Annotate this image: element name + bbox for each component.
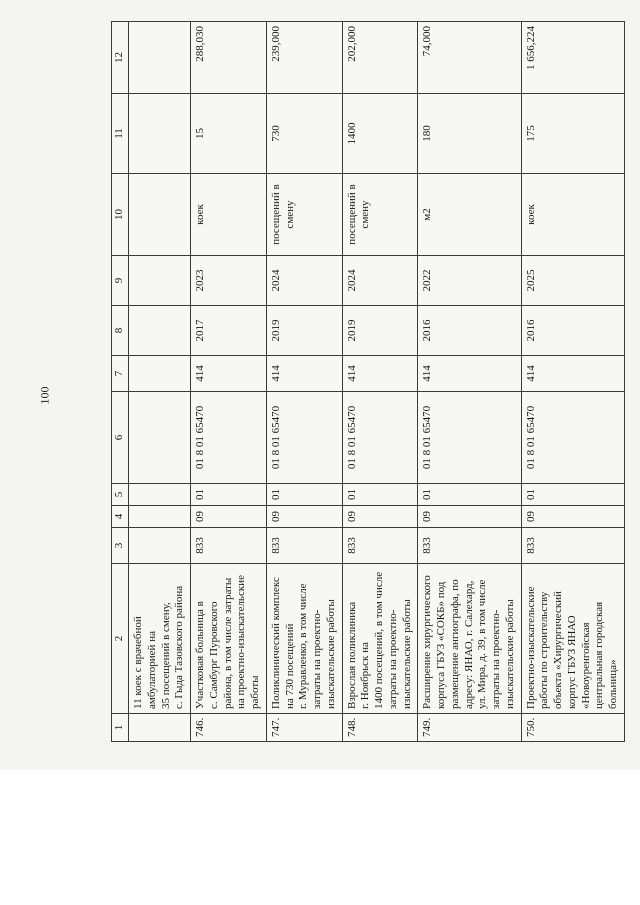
- cell-col12: 239,000: [266, 22, 342, 94]
- cell-col10: коек: [521, 174, 624, 256]
- cell-col6: 01 8 01 65470: [266, 392, 342, 484]
- table-row-continuation: [129, 22, 191, 742]
- cell-col9: 2025: [521, 256, 624, 306]
- cell-col12: 1 656,224: [521, 22, 624, 94]
- cell-object-name: Проектно-изыскательские работы по строительству объекта «Хирургический корпус ГБУЗ ЯНАО «Новоуренгойская центральная городская больница»: [521, 564, 624, 714]
- table-row: [521, 22, 624, 742]
- cell-number: 746.: [191, 714, 267, 742]
- cell-col10: посещений в смену: [342, 174, 418, 256]
- cell-col3: 833: [418, 528, 521, 564]
- cell-col4: 09: [342, 506, 418, 528]
- cell-col10: коек: [191, 174, 267, 256]
- cell-col4: 09: [521, 506, 624, 528]
- header-cell: 6: [112, 392, 129, 484]
- cell-col7: 414: [266, 356, 342, 392]
- cell-number: 748.: [342, 714, 418, 742]
- cell-col12: 74,000: [418, 22, 521, 94]
- cell-object-name: 11 коек с врачебной амбулаторией на 35 посещений в смену, с. Гыда Тазовского района: [129, 564, 191, 714]
- cell-col5: 01: [418, 484, 521, 506]
- cell-col11: 15: [191, 94, 267, 174]
- cell-col11: 1400: [342, 94, 418, 174]
- cell-col4: 09: [266, 506, 342, 528]
- cell-col8: 2019: [342, 306, 418, 356]
- cell-number: 747.: [266, 714, 342, 742]
- cell-col6: 01 8 01 65470: [418, 392, 521, 484]
- header-cell: 3: [112, 528, 129, 564]
- cell-col9: 2024: [342, 256, 418, 306]
- cell-col6: 01 8 01 65470: [191, 392, 267, 484]
- cell-col4: [129, 506, 191, 528]
- cell-object-name: Поликлинический комплекс на 730 посещений г. Муравленко, в том числе затраты на проектно- изыскательские работы: [266, 564, 342, 714]
- header-cell: 8: [112, 306, 129, 356]
- table-row: [342, 22, 418, 742]
- cell-col7: 414: [342, 356, 418, 392]
- table-row: [191, 22, 267, 742]
- cell-col9: 2024: [266, 256, 342, 306]
- header-cell: 5: [112, 484, 129, 506]
- header-cell: 2: [112, 564, 129, 714]
- cell-number: [129, 714, 191, 742]
- header-cell: 10: [112, 174, 129, 256]
- cell-col3: 833: [191, 528, 267, 564]
- objects-table: [111, 21, 625, 742]
- cell-col10: [129, 174, 191, 256]
- cell-col8: 2016: [521, 306, 624, 356]
- cell-col12: 202,000: [342, 22, 418, 94]
- cell-col8: 2019: [266, 306, 342, 356]
- cell-object-name: Участковая больница в с. Самбург Пуровского района, в том числе затраты на проектно-изыскательские работы: [191, 564, 267, 714]
- cell-number: 750.: [521, 714, 624, 742]
- header-cell: 1: [112, 714, 129, 742]
- cell-col5: 01: [521, 484, 624, 506]
- page-number: 100: [37, 386, 52, 404]
- header-cell: 9: [112, 256, 129, 306]
- cell-col4: 09: [191, 506, 267, 528]
- cell-col7: [129, 356, 191, 392]
- cell-col3: 833: [266, 528, 342, 564]
- cell-col9: 2023: [191, 256, 267, 306]
- cell-col7: 414: [521, 356, 624, 392]
- cell-col11: [129, 94, 191, 174]
- cell-col5: 01: [266, 484, 342, 506]
- header-cell: 11: [112, 94, 129, 174]
- cell-col4: 09: [418, 506, 521, 528]
- cell-col9: [129, 256, 191, 306]
- header-cell: 4: [112, 506, 129, 528]
- cell-col8: 2016: [418, 306, 521, 356]
- cell-col6: [129, 392, 191, 484]
- cell-col5: 01: [342, 484, 418, 506]
- cell-col10: м2: [418, 174, 521, 256]
- cell-col11: 175: [521, 94, 624, 174]
- cell-col6: 01 8 01 65470: [342, 392, 418, 484]
- cell-number: 749.: [418, 714, 521, 742]
- header-row: [112, 22, 129, 742]
- cell-col5: 01: [191, 484, 267, 506]
- cell-col12: 288,030: [191, 22, 267, 94]
- table-container: [111, 22, 619, 742]
- table-row: [266, 22, 342, 742]
- cell-object-name: Расширение хирургического корпуса ГБУЗ «СОКБ» под размещение ангиографа, по адресу: ЯНАО, г. Салехард, ул. Мира, д. 39, в том числе затраты на проектно- изыскательские работы: [418, 564, 521, 714]
- cell-col9: 2022: [418, 256, 521, 306]
- cell-object-name: Взрослая поликлиника г. Ноябрьск на 1400 посещений, в том числе затраты на проектно- изыскательские работы: [342, 564, 418, 714]
- header-cell: 12: [112, 22, 129, 94]
- cell-col6: 01 8 01 65470: [521, 392, 624, 484]
- cell-col8: 2017: [191, 306, 267, 356]
- cell-col3: 833: [342, 528, 418, 564]
- cell-col7: 414: [191, 356, 267, 392]
- header-cell: 7: [112, 356, 129, 392]
- cell-col3: [129, 528, 191, 564]
- cell-col5: [129, 484, 191, 506]
- table-row: [418, 22, 521, 742]
- cell-col12: [129, 22, 191, 94]
- cell-col11: 730: [266, 94, 342, 174]
- cell-col10: посещений в смену: [266, 174, 342, 256]
- cell-col3: 833: [521, 528, 624, 564]
- cell-col8: [129, 306, 191, 356]
- cell-col7: 414: [418, 356, 521, 392]
- cell-col11: 180: [418, 94, 521, 174]
